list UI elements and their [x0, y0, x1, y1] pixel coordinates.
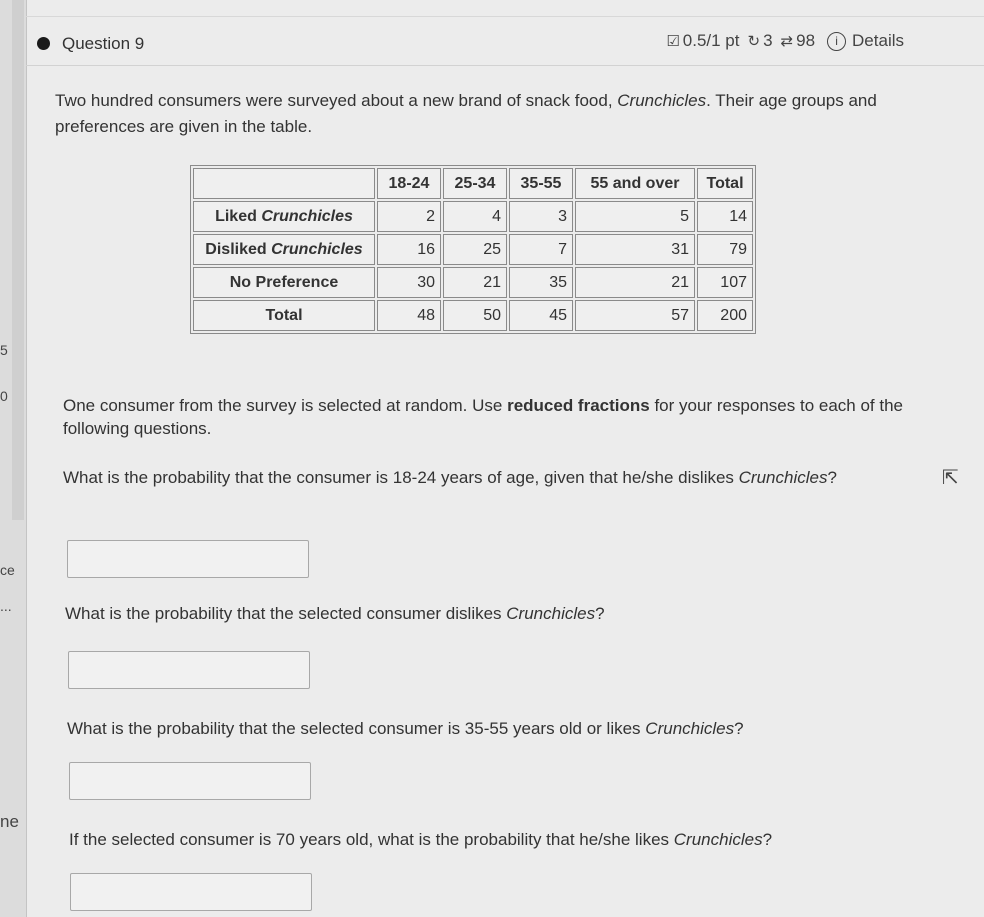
edge-text: ... — [0, 598, 12, 614]
table-cell: 3 — [509, 201, 573, 232]
table-row — [193, 300, 753, 331]
table-cell: 35 — [509, 267, 573, 298]
row-label: No Preference — [193, 267, 375, 298]
table-cell: 2 — [377, 201, 441, 232]
answer-input-2[interactable] — [68, 651, 310, 689]
mouse-cursor-icon: ⇱ — [942, 467, 959, 489]
instructions-text: One consumer from the survey is selected at random. Use reduced fractions for your responses to each of the following questions. — [63, 396, 903, 438]
table-row — [193, 201, 753, 232]
table-cell: 30 — [377, 267, 441, 298]
intro-text-end: . Their age groups and preferences are given in the table. — [55, 91, 877, 136]
row-label: Disliked Crunchicles — [193, 234, 375, 265]
attempts-icon: ⇄ — [780, 33, 794, 50]
answer-input-4[interactable] — [70, 873, 312, 911]
table-cell: 21 — [575, 267, 695, 298]
question-header — [26, 16, 984, 66]
row-label: Total — [193, 300, 375, 331]
attempts-count: 98 — [796, 31, 816, 50]
answer-input-3[interactable] — [69, 762, 311, 800]
question-prompt-1: What is the probability that the consumer is 18-24 years of age, given that he/she dislikes Crunchicles? — [63, 468, 837, 487]
checkbox-score-icon: ☑ — [666, 33, 680, 50]
table-cell: 16 — [377, 234, 441, 265]
table-cell: 45 — [509, 300, 573, 331]
retries-count: 3 — [763, 31, 773, 50]
table-header-cell: 18-24 — [377, 168, 441, 199]
table-cell: 5 — [575, 201, 695, 232]
row-label: Liked Crunchicles — [193, 201, 375, 232]
table-cell: 14 — [697, 201, 753, 232]
edge-text: ne — [0, 812, 19, 831]
table-header-cell: 55 and over — [575, 168, 695, 199]
table-cell: 79 — [697, 234, 753, 265]
edge-text: 0 — [0, 388, 8, 404]
score: 0.5/1 pt — [682, 31, 740, 50]
question-meta — [666, 31, 904, 51]
edge-text: 5 — [0, 342, 8, 358]
question-prompt-3: What is the probability that the selected consumer is 35-55 years old or likes Crunchicles? — [67, 719, 744, 738]
intro-brand: Crunchicles — [617, 91, 707, 110]
left-scrollbar[interactable] — [12, 0, 24, 520]
table-cell: 31 — [575, 234, 695, 265]
table-header-cell — [193, 168, 375, 199]
table-cell: 200 — [697, 300, 753, 331]
retry-icon: ↻ — [747, 33, 761, 50]
edge-text: ce — [0, 562, 15, 578]
table-cell: 50 — [443, 300, 507, 331]
table-header-cell: Total — [697, 168, 753, 199]
details-link[interactable]: Details — [852, 31, 904, 50]
table-cell: 57 — [575, 300, 695, 331]
info-icon[interactable]: i — [827, 32, 846, 51]
intro-text: Two hundred consumers were surveyed about a new brand of snack food, — [55, 91, 618, 110]
table-row — [193, 267, 753, 298]
question-title: Question 9 — [62, 34, 145, 53]
answer-input-1[interactable] — [67, 540, 309, 578]
question-intro — [55, 88, 915, 140]
table-header-row — [193, 168, 753, 199]
table-cell: 7 — [509, 234, 573, 265]
survey-table — [190, 165, 756, 334]
question-prompt-4: If the selected consumer is 70 years old, what is the probability that he/she likes Crunchicles? — [69, 830, 773, 849]
table-cell: 48 — [377, 300, 441, 331]
question-bullet-icon — [37, 37, 50, 50]
table-cell: 25 — [443, 234, 507, 265]
table-header-cell: 35-55 — [509, 168, 573, 199]
table-cell: 4 — [443, 201, 507, 232]
question-prompt-2: What is the probability that the selected consumer dislikes Crunchicles? — [65, 604, 605, 623]
table-cell: 21 — [443, 267, 507, 298]
left-edge-panel — [0, 0, 27, 917]
table-row — [193, 234, 753, 265]
table-cell: 107 — [697, 267, 753, 298]
table-header-cell: 25-34 — [443, 168, 507, 199]
